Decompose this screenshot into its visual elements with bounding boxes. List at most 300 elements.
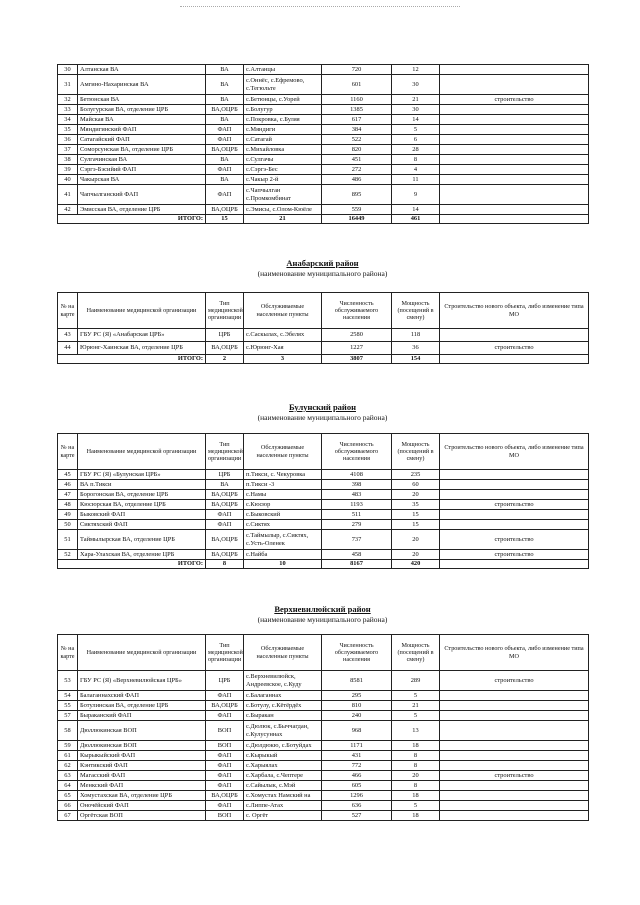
total-construction	[440, 560, 589, 569]
header-construction: Строительство нового объекта, либо изменение типа МО	[440, 293, 589, 329]
cell-settlements: п.Тикси, с. Чекуровка	[244, 470, 322, 480]
cell-settlements: с.Дюлюк, с.Быччагдан, с.Кулусуннах	[244, 721, 322, 741]
cell-type: ВА,ОЦРБ	[206, 105, 244, 115]
cell-organization: ВА п.Тикси	[78, 480, 206, 490]
cell-num: 59	[58, 741, 78, 751]
cell-population: 895	[322, 185, 392, 205]
cell-num: 57	[58, 711, 78, 721]
cell-num: 55	[58, 701, 78, 711]
cell-capacity: 30	[392, 75, 440, 95]
cell-num: 39	[58, 165, 78, 175]
cell-organization: Дюллюкинская ВОП	[78, 741, 206, 751]
cell-type: ФАП	[206, 185, 244, 205]
section-heading-bulun	[57, 402, 588, 423]
cell-type: ВА	[206, 155, 244, 165]
section-heading-anabar	[57, 258, 588, 279]
cell-type: ФАП	[206, 135, 244, 145]
cell-construction	[440, 165, 589, 175]
table-row	[58, 115, 589, 125]
cell-capacity: 14	[392, 115, 440, 125]
cell-organization: Хара-Улахская ВА, отделение ЦРБ	[78, 550, 206, 560]
cell-type: ФАП	[206, 781, 244, 791]
cell-settlements: с.Эмисы, с.Олом-Кюёле	[244, 205, 322, 215]
table-row	[58, 781, 589, 791]
cell-settlements: с.Саскылах, с.Эбелях	[244, 329, 322, 342]
cell-construction	[440, 721, 589, 741]
anabar-table	[57, 292, 589, 364]
cell-population: 1227	[322, 342, 392, 355]
cell-capacity: 35	[392, 500, 440, 510]
cell-organization: Мяндигинский ФАП	[78, 125, 206, 135]
cell-organization: ГБУ РС (Я) «Верхневилюйская ЦРБ»	[78, 671, 206, 691]
header-settlements: Обслуживаемые населенные пункты	[244, 293, 322, 329]
cell-construction	[440, 65, 589, 75]
cell-settlements: с.Быковский	[244, 510, 322, 520]
cell-type: ЦРБ	[206, 470, 244, 480]
header-num: № на карте	[58, 635, 78, 671]
total-population: 8167	[322, 560, 392, 569]
cell-num: 62	[58, 761, 78, 771]
cell-organization: Кюсюрская ВА, отделение ЦРБ	[78, 500, 206, 510]
total-capacity: 420	[392, 560, 440, 569]
cell-population: 605	[322, 781, 392, 791]
cell-settlements: с. Оргёт	[244, 811, 322, 821]
cell-organization: Быраканский ФАП	[78, 711, 206, 721]
cell-type: ФАП	[206, 711, 244, 721]
header-num: № на карте	[58, 293, 78, 329]
cell-settlements: с.Найба	[244, 550, 322, 560]
cell-type: ФАП	[206, 761, 244, 771]
cell-population: 772	[322, 761, 392, 771]
cell-organization: Чапчылганский ФАП	[78, 185, 206, 205]
cell-settlements: с.Сиктях	[244, 520, 322, 530]
cell-population: 272	[322, 165, 392, 175]
cell-population: 810	[322, 701, 392, 711]
cell-population: 1171	[322, 741, 392, 751]
table-row	[58, 520, 589, 530]
cell-settlements: с.Алтанцы	[244, 65, 322, 75]
scan-artifact-line	[180, 6, 460, 8]
cell-settlements: с.Таймылыр, с.Сиктях, с.Усть-Оленек	[244, 530, 322, 550]
cell-organization: Эмисская ВА, отделение ЦРБ	[78, 205, 206, 215]
cell-num: 34	[58, 115, 78, 125]
cell-construction	[440, 761, 589, 771]
total-row	[58, 560, 589, 569]
header-row	[58, 293, 589, 329]
cell-organization: ГБУ РС (Я) «Анабарская ЦРБ»	[78, 329, 206, 342]
cell-num: 63	[58, 771, 78, 781]
cell-settlements: с.Оннёс, с.Ефремово, с.Тегюльте	[244, 75, 322, 95]
cell-type: ФАП	[206, 165, 244, 175]
cell-type: ФАП	[206, 520, 244, 530]
cell-construction: строительство	[440, 771, 589, 781]
cell-capacity: 18	[392, 741, 440, 751]
table-body	[58, 65, 589, 224]
cell-num: 40	[58, 175, 78, 185]
cell-capacity: 235	[392, 470, 440, 480]
header-settlements: Обслуживаемые населенные пункты	[244, 434, 322, 470]
cell-num: 35	[58, 125, 78, 135]
cell-num: 53	[58, 671, 78, 691]
verkhnevilyuy-table	[57, 634, 589, 821]
table-row	[58, 550, 589, 560]
cell-capacity: 36	[392, 342, 440, 355]
district-title: Анабарский район	[286, 258, 359, 268]
cell-population: 1296	[322, 791, 392, 801]
table-row	[58, 671, 589, 691]
cell-settlements: с.Сатагай	[244, 135, 322, 145]
cell-settlements: с.Хомустах Намский на	[244, 791, 322, 801]
cell-population: 737	[322, 530, 392, 550]
table-row	[58, 691, 589, 701]
cell-capacity: 8	[392, 761, 440, 771]
cell-type: ЦРБ	[206, 329, 244, 342]
cell-capacity: 11	[392, 175, 440, 185]
cell-capacity: 5	[392, 691, 440, 701]
cell-type: ФАП	[206, 510, 244, 520]
district-subtitle: (наименование муниципального района)	[257, 269, 388, 278]
cell-type: ВА,ОЦРБ	[206, 490, 244, 500]
cell-capacity: 30	[392, 105, 440, 115]
total-row	[58, 215, 589, 224]
header-organization: Наименование медицинской организации	[78, 635, 206, 671]
cell-organization: Юрюнг-Хаинская ВА, отделение ЦРБ	[78, 342, 206, 355]
cell-num: 66	[58, 801, 78, 811]
table-row	[58, 135, 589, 145]
cell-organization: Хомустахская ВА, отделение ЦРБ	[78, 791, 206, 801]
cell-num: 61	[58, 751, 78, 761]
cell-construction	[440, 125, 589, 135]
table-row	[58, 329, 589, 342]
table-row	[58, 205, 589, 215]
table-row	[58, 721, 589, 741]
cell-num: 41	[58, 185, 78, 205]
cell-organization: Чакырская ВА	[78, 175, 206, 185]
cell-type: ВА,ОЦРБ	[206, 530, 244, 550]
cell-num: 38	[58, 155, 78, 165]
cell-organization: Таймылырская ВА, отделение ЦРБ	[78, 530, 206, 550]
table-row	[58, 145, 589, 155]
cell-construction	[440, 751, 589, 761]
cell-population: 486	[322, 175, 392, 185]
total-settlements: 21	[244, 215, 322, 224]
cell-construction	[440, 811, 589, 821]
cell-population: 617	[322, 115, 392, 125]
cell-settlements: с.Сулгачы	[244, 155, 322, 165]
table-row	[58, 500, 589, 510]
cell-population: 601	[322, 75, 392, 95]
table-row	[58, 175, 589, 185]
cell-population: 1160	[322, 95, 392, 105]
cell-num: 36	[58, 135, 78, 145]
cell-type: ВА	[206, 480, 244, 490]
cell-construction	[440, 329, 589, 342]
cell-type: ВА	[206, 65, 244, 75]
cell-organization: Болугурская ВА, отделение ЦРБ	[78, 105, 206, 115]
cell-capacity: 14	[392, 205, 440, 215]
cell-construction	[440, 470, 589, 480]
cell-population: 458	[322, 550, 392, 560]
cell-capacity: 13	[392, 721, 440, 741]
cell-construction: строительство	[440, 95, 589, 105]
total-type: 8	[206, 560, 244, 569]
cell-capacity: 15	[392, 510, 440, 520]
cell-capacity: 60	[392, 480, 440, 490]
cell-settlements: с.Ботулу, с.Кётёрдёх	[244, 701, 322, 711]
cell-construction: строительство	[440, 550, 589, 560]
cell-type: ВА,ОЦРБ	[206, 701, 244, 711]
table-row	[58, 65, 589, 75]
cell-num: 49	[58, 510, 78, 520]
cell-num: 31	[58, 75, 78, 95]
table-row	[58, 791, 589, 801]
cell-organization: Соморсунская ВА, отделение ЦРБ	[78, 145, 206, 155]
cell-settlements: с.Харыялах	[244, 761, 322, 771]
cell-organization: ГБУ РС (Я) «Булунская ЦРБ»	[78, 470, 206, 480]
cell-settlements: с.Намы	[244, 490, 322, 500]
total-construction	[440, 355, 589, 364]
cell-population: 8581	[322, 671, 392, 691]
cell-organization: Быковский ФАП	[78, 510, 206, 520]
header-population: Численность обслуживаемого населения	[322, 635, 392, 671]
cell-type: ФАП	[206, 125, 244, 135]
cell-organization: Сатагайский ФАП	[78, 135, 206, 145]
cell-organization: Балаганнахский ФАП	[78, 691, 206, 701]
table-row	[58, 711, 589, 721]
cell-num: 52	[58, 550, 78, 560]
cell-organization: Ботулинская ВА, отделение ЦРБ	[78, 701, 206, 711]
cell-capacity: 9	[392, 185, 440, 205]
cell-capacity: 15	[392, 520, 440, 530]
table-row	[58, 490, 589, 500]
cell-organization: Бетюнская ВА	[78, 95, 206, 105]
cell-construction	[440, 701, 589, 711]
cell-construction	[440, 175, 589, 185]
cell-type: ВОП	[206, 721, 244, 741]
cell-capacity: 5	[392, 125, 440, 135]
cell-num: 46	[58, 480, 78, 490]
cell-type: ФАП	[206, 691, 244, 701]
total-settlements: 3	[244, 355, 322, 364]
cell-population: 820	[322, 145, 392, 155]
cell-construction: строительство	[440, 342, 589, 355]
cell-num: 42	[58, 205, 78, 215]
header-settlements: Обслуживаемые населенные пункты	[244, 635, 322, 671]
cell-population: 483	[322, 490, 392, 500]
cell-settlements: с.Чакыр 2-й	[244, 175, 322, 185]
table-row	[58, 480, 589, 490]
table-row	[58, 470, 589, 480]
section-heading-verkhnevilyuy	[57, 604, 588, 625]
table-row	[58, 751, 589, 761]
cell-construction	[440, 520, 589, 530]
cell-organization: Магасский ФАП	[78, 771, 206, 781]
cell-construction	[440, 741, 589, 751]
cell-population: 720	[322, 65, 392, 75]
cell-num: 51	[58, 530, 78, 550]
cell-population: 1385	[322, 105, 392, 115]
cell-capacity: 28	[392, 145, 440, 155]
header-capacity: Мощность (посещений в смену)	[392, 635, 440, 671]
cell-population: 295	[322, 691, 392, 701]
cell-num: 44	[58, 342, 78, 355]
cell-organization: Амгино-Нахаринская ВА	[78, 75, 206, 95]
header-construction: Строительство нового объекта, либо изменение типа МО	[440, 434, 589, 470]
cell-settlements: с.Кюсюр	[244, 500, 322, 510]
cell-num: 32	[58, 95, 78, 105]
cell-type: ВА	[206, 75, 244, 95]
total-row	[58, 355, 589, 364]
district-title: Верхневилюйский район	[274, 604, 371, 614]
cell-population: 559	[322, 205, 392, 215]
cell-settlements: с.Быракан	[244, 711, 322, 721]
cell-num: 37	[58, 145, 78, 155]
cell-population: 527	[322, 811, 392, 821]
cell-settlements: с.Харбала, с.Чептере	[244, 771, 322, 781]
cell-construction	[440, 115, 589, 125]
table-row	[58, 771, 589, 781]
header-organization: Наименование медицинской организации	[78, 293, 206, 329]
total-population: 16449	[322, 215, 392, 224]
table-row	[58, 801, 589, 811]
cell-construction	[440, 711, 589, 721]
cell-population: 4108	[322, 470, 392, 480]
cell-construction	[440, 75, 589, 95]
cell-capacity: 4	[392, 165, 440, 175]
cell-construction	[440, 490, 589, 500]
cell-capacity: 8	[392, 155, 440, 165]
header-capacity: Мощность (посещений в смену)	[392, 434, 440, 470]
cell-population: 1193	[322, 500, 392, 510]
cell-num: 65	[58, 791, 78, 801]
cell-construction	[440, 145, 589, 155]
cell-type: ВА,ОЦРБ	[206, 145, 244, 155]
cell-settlements: с.Верхневилюйск, Андреевское, с.Куду	[244, 671, 322, 691]
header-row	[58, 434, 589, 470]
cell-type: ФАП	[206, 751, 244, 761]
table-row	[58, 185, 589, 205]
cell-capacity: 289	[392, 671, 440, 691]
cell-type: ЦРБ	[206, 671, 244, 691]
cell-capacity: 8	[392, 781, 440, 791]
table-row	[58, 105, 589, 115]
cell-construction	[440, 791, 589, 801]
total-population: 3807	[322, 355, 392, 364]
table-row	[58, 95, 589, 105]
cell-type: ВА,ОЦРБ	[206, 205, 244, 215]
cell-population: 511	[322, 510, 392, 520]
table-row	[58, 530, 589, 550]
cell-num: 47	[58, 490, 78, 500]
cell-construction: строительство	[440, 530, 589, 550]
cell-settlements: с.Сэргэ-Бес	[244, 165, 322, 175]
cell-organization: Алтанская ВА	[78, 65, 206, 75]
cell-population: 398	[322, 480, 392, 490]
header-row	[58, 635, 589, 671]
cell-num: 48	[58, 500, 78, 510]
cell-num: 67	[58, 811, 78, 821]
cell-organization: Meнкский ФАП	[78, 781, 206, 791]
cell-population: 240	[322, 711, 392, 721]
cell-type: ВА	[206, 115, 244, 125]
table-row	[58, 510, 589, 520]
cell-type: ВА	[206, 175, 244, 185]
cell-type: ФАП	[206, 801, 244, 811]
cell-organization: Оночёйский ФАП	[78, 801, 206, 811]
total-capacity: 461	[392, 215, 440, 224]
cell-settlements: п.Тикси -3	[244, 480, 322, 490]
header-type: Тип медицинской организации	[206, 293, 244, 329]
cell-settlements: с.Михайловка	[244, 145, 322, 155]
header-num: № на карте	[58, 434, 78, 470]
cell-type: ВА,ОЦРБ	[206, 550, 244, 560]
cell-capacity: 8	[392, 751, 440, 761]
table-row	[58, 741, 589, 751]
total-label: ИТОГО:	[58, 560, 206, 569]
cell-construction	[440, 155, 589, 165]
table-row	[58, 701, 589, 711]
total-label: ИТОГО:	[58, 215, 206, 224]
cell-type: ВА,ОЦРБ	[206, 500, 244, 510]
table-row	[58, 761, 589, 771]
cell-organization: Кырыкыйский ФАП	[78, 751, 206, 761]
cell-num: 64	[58, 781, 78, 791]
cell-population: 451	[322, 155, 392, 165]
cell-organization: Сиктяхский ФАП	[78, 520, 206, 530]
cell-num: 58	[58, 721, 78, 741]
cell-organization: Сулгачинская ВА	[78, 155, 206, 165]
cell-population: 466	[322, 771, 392, 781]
cell-type: ВОП	[206, 811, 244, 821]
header-type: Тип медицинской организации	[206, 635, 244, 671]
header-construction: Строительство нового объекта, либо изменение типа МО	[440, 635, 589, 671]
cell-construction	[440, 185, 589, 205]
total-type: 2	[206, 355, 244, 364]
cell-capacity: 20	[392, 530, 440, 550]
total-label: ИТОГО:	[58, 355, 206, 364]
cell-capacity: 18	[392, 791, 440, 801]
cell-settlements: с.Дюлдюкю, с.Ботуйдах	[244, 741, 322, 751]
cell-capacity: 118	[392, 329, 440, 342]
cell-construction	[440, 691, 589, 701]
table-row	[58, 155, 589, 165]
cell-settlements: с.Покровка, с.Буляя	[244, 115, 322, 125]
bulun-table	[57, 433, 589, 569]
cell-capacity: 12	[392, 65, 440, 75]
cell-construction: строительство	[440, 500, 589, 510]
continuation-table	[57, 64, 589, 224]
cell-settlements: с.Чапчылган с.Промкомбинат	[244, 185, 322, 205]
cell-num: 50	[58, 520, 78, 530]
header-organization: Наименование медицинской организации	[78, 434, 206, 470]
table-row	[58, 165, 589, 175]
cell-population: 431	[322, 751, 392, 761]
cell-num: 54	[58, 691, 78, 701]
cell-capacity: 6	[392, 135, 440, 145]
cell-num: 33	[58, 105, 78, 115]
cell-settlements: с.Сайылык, с.Мэй	[244, 781, 322, 791]
cell-population: 279	[322, 520, 392, 530]
cell-capacity: 5	[392, 801, 440, 811]
cell-population: 968	[322, 721, 392, 741]
cell-settlements: с.Кырыкый	[244, 751, 322, 761]
cell-construction	[440, 135, 589, 145]
cell-population: 384	[322, 125, 392, 135]
cell-settlements: с.Бетюнцы, с.Уорей	[244, 95, 322, 105]
cell-organization: Кэнтикский ФАП	[78, 761, 206, 771]
cell-organization: Сэргэ-Бэсийий ФАП	[78, 165, 206, 175]
cell-population: 522	[322, 135, 392, 145]
